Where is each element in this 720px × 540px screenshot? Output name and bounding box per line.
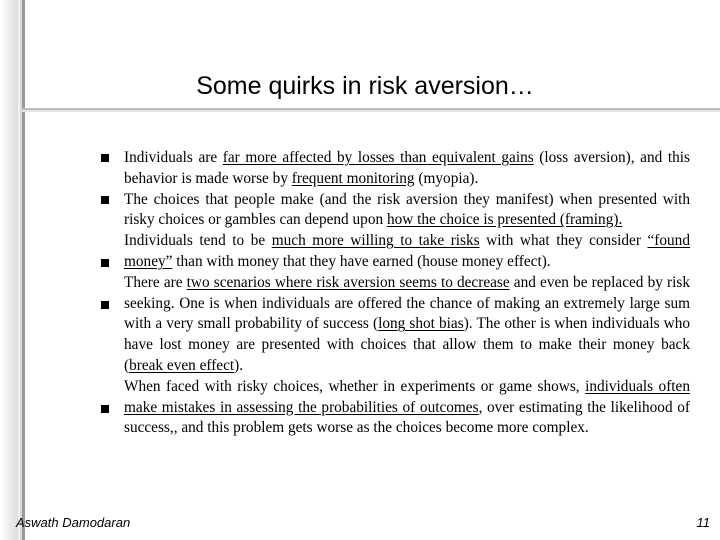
text-run: (myopia). bbox=[414, 169, 479, 187]
underlined-phrase: long shot bias bbox=[378, 315, 464, 333]
text-run: ). The other is when individuals who have lost money are presented with choices that allow them to make their money back ( bbox=[124, 315, 691, 374]
bullet-paragraph-4 bbox=[124, 273, 690, 377]
underlined-phrase: break even effect bbox=[129, 356, 235, 374]
bullet-paragraph-1 bbox=[124, 148, 690, 190]
underlined-phrase: frequent monitoring bbox=[291, 169, 415, 187]
underlined-phrase: far more affected by losses than equivalent gains bbox=[222, 149, 534, 166]
bullet-marker-3 bbox=[101, 259, 109, 267]
title-divider-shadow bbox=[22, 110, 720, 112]
slide-title: Some quirks in risk aversion… bbox=[196, 72, 534, 100]
bullet-marker-1 bbox=[101, 154, 109, 162]
text-run: The choices that people make (and the risk aversion they manifest) when presented with risky choices or gambles can depend upon bbox=[124, 190, 690, 229]
text-run: When faced with risky choices, whether in experiments or game shows, bbox=[124, 377, 586, 395]
bullet-paragraph-3 bbox=[124, 231, 690, 273]
bullet-paragraph-2 bbox=[124, 190, 690, 232]
text-run: (loss aversion), and this behavior is made worse by bbox=[124, 149, 690, 187]
text-run: , over estimating the likelihood of success,, and this problem gets worse as the choices become more complex. bbox=[124, 398, 690, 437]
underlined-phrase: “found money” bbox=[124, 232, 690, 270]
text-run: Individuals are bbox=[124, 149, 223, 166]
underlined-phrase: much more willing to take risks bbox=[271, 232, 480, 250]
bullet-paragraph-5 bbox=[124, 377, 690, 439]
text-run: with what they consider bbox=[479, 232, 648, 250]
underlined-phrase: how the choice is presented (framing). bbox=[386, 211, 623, 229]
footer-author: Aswath Damodaran bbox=[16, 515, 131, 530]
text-run: There are bbox=[124, 273, 187, 291]
text-run: Individuals tend to be bbox=[124, 232, 272, 250]
bullet-list bbox=[124, 148, 690, 439]
text-run: and even be replaced by risk seeking. One is when individuals are offered the chance of making an extremely large sum with a very small probability of success ( bbox=[124, 273, 690, 333]
text-run: than with money that they have earned (house money effect). bbox=[172, 252, 551, 270]
bullet-marker-5 bbox=[101, 405, 109, 413]
bullet-marker-2 bbox=[101, 196, 109, 204]
page-number: 11 bbox=[696, 515, 710, 530]
underlined-phrase: two scenarios where risk aversion seems to decrease bbox=[186, 273, 510, 291]
text-run: ). bbox=[234, 356, 244, 374]
underlined-phrase: individuals often make mistakes in assessing the probabilities of outcomes bbox=[124, 377, 690, 416]
bullet-marker-4 bbox=[101, 301, 109, 309]
